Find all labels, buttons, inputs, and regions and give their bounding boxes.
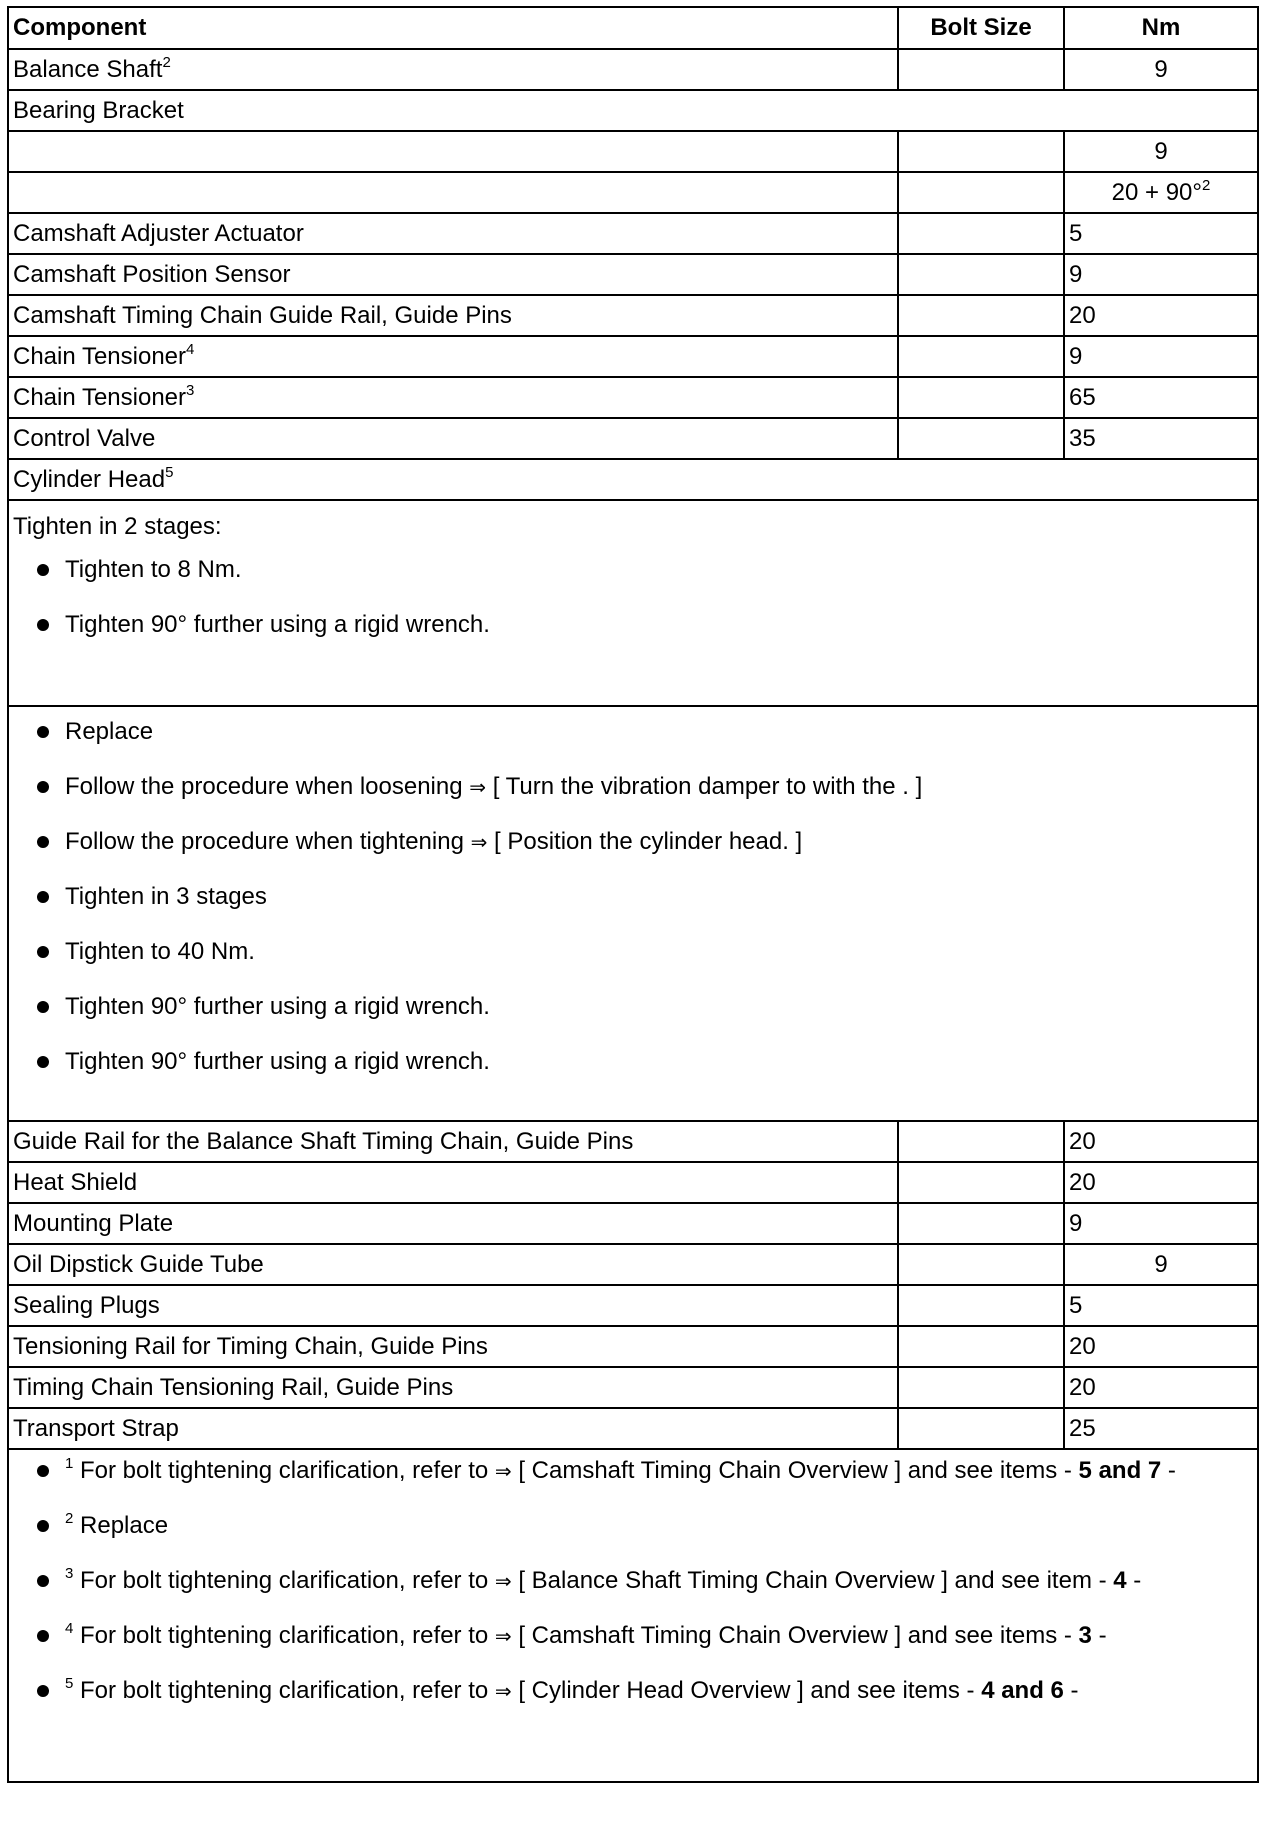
footnote-text: and see items - [901,1457,1079,1484]
arrow-right-icon: ⇒ [470,830,488,854]
list-item: Tighten in 3 stages [13,880,1253,935]
table-row [8,131,1258,172]
bolt-size-cell [898,1285,1064,1326]
table-row [8,1203,1258,1244]
footnote-item [13,1564,1253,1619]
arrow-right-icon: ⇒ [494,1679,512,1703]
stage-list [13,553,1253,663]
nm-cell: 9 [1064,1244,1258,1285]
component-name: Chain Tensioner [13,342,187,370]
table-header-row [8,7,1258,49]
bolt-size-cell [898,1326,1064,1367]
cross-reference-link[interactable]: [ Balance Shaft Timing Chain Overview ] [518,1567,948,1594]
header-component: Component [8,7,898,49]
bolt-size-cell [898,295,1064,336]
component-cell: Mounting Plate [8,1203,898,1244]
footnote-items-bold: 4 and 6 [981,1677,1064,1704]
component-cell [8,377,898,418]
nm-cell: 9 [1064,49,1258,90]
table-row [8,254,1258,295]
nm-cell: 20 [1064,1121,1258,1162]
component-name: Balance Shaft [13,55,163,83]
component-cell: Tensioning Rail for Timing Chain, Guide Pins [8,1326,898,1367]
torque-spec-table [7,6,1259,1783]
component-cell: Sealing Plugs [8,1285,898,1326]
list-item-text: Follow the procedure when tightening [65,828,471,855]
table-row [8,213,1258,254]
component-cell: Heat Shield [8,1162,898,1203]
nm-cell: 20 [1064,1162,1258,1203]
bolt-size-cell [898,1244,1064,1285]
bolt-size-cell [898,1162,1064,1203]
nm-cell: 9 [1064,1203,1258,1244]
footnote-item [13,1509,1253,1564]
footnote-ref: 2 [1202,176,1211,194]
footnote-number: 3 [65,1565,74,1582]
cross-reference-link[interactable]: [ Cylinder Head Overview ] [518,1677,804,1704]
component-group-cell [8,459,1258,500]
bolt-size-cell [898,1367,1064,1408]
cross-reference-link[interactable]: [ Position the cylinder head. ] [494,828,803,855]
table-row [8,1367,1258,1408]
nm-cell [1064,172,1258,213]
arrow-right-icon: ⇒ [469,775,487,799]
table-row [8,49,1258,90]
footnote-text: and see item - [947,1567,1114,1594]
list-item: Tighten 90° further using a rigid wrench. [13,608,1253,663]
cross-reference-link[interactable]: [ Camshaft Timing Chain Overview ] [518,1457,902,1484]
bolt-size-cell [898,49,1064,90]
bolt-size-cell [898,131,1064,172]
table-row [8,377,1258,418]
table-row [8,336,1258,377]
torque-spec-document [7,6,1257,1783]
footnote-items-bold: 3 [1078,1622,1092,1649]
footnote-text: For bolt tightening clarification, refer to [80,1622,495,1649]
footnote-text: Replace [80,1512,169,1539]
list-item: Tighten to 40 Nm. [13,935,1253,990]
footnote-item [13,1674,1253,1729]
nm-cell: 20 [1064,1326,1258,1367]
nm-cell: 25 [1064,1408,1258,1449]
table-row [8,706,1258,1121]
footnote-text: For bolt tightening clarification, refer to [80,1677,495,1704]
table-row [8,1408,1258,1449]
footnote-text: - [1126,1567,1142,1594]
table-row [8,1326,1258,1367]
component-name: Cylinder Head [13,465,166,493]
list-item: Tighten 90° further using a rigid wrench. [13,990,1253,1045]
footnote-ref: 5 [165,463,174,481]
stage-lead-text: Tighten in 2 stages: [13,513,222,540]
component-cell [8,49,898,90]
footnote-items-bold: 4 [1113,1567,1127,1594]
bolt-size-cell [898,1408,1064,1449]
list-item: Replace [13,715,1253,770]
footnote-number: 2 [65,1510,74,1527]
table-row [8,500,1258,706]
bolt-size-cell [898,213,1064,254]
footnote-number: 4 [65,1620,74,1637]
nm-cell: 20 [1064,1367,1258,1408]
arrow-right-icon: ⇒ [494,1624,512,1648]
nm-cell: 9 [1064,336,1258,377]
table-row [8,172,1258,213]
cross-reference-link[interactable]: [ Camshaft Timing Chain Overview ] [518,1622,902,1649]
component-cell: Camshaft Adjuster Actuator [8,213,898,254]
nm-cell: 5 [1064,213,1258,254]
component-cell: Oil Dipstick Guide Tube [8,1244,898,1285]
arrow-right-icon: ⇒ [494,1569,512,1593]
table-row [8,1162,1258,1203]
procedure-instructions-block [8,706,1258,1121]
nm-value: 20 + 90° [1111,178,1202,206]
nm-cell: 35 [1064,418,1258,459]
component-cell: Camshaft Timing Chain Guide Rail, Guide Pins [8,295,898,336]
footnote-ref: 3 [186,381,195,399]
footnote-text: and see items - [901,1622,1079,1649]
table-row [8,418,1258,459]
footnote-items-bold: 5 and 7 [1078,1457,1162,1484]
arrow-right-icon: ⇒ [494,1459,512,1483]
component-cell: Timing Chain Tensioning Rail, Guide Pins [8,1367,898,1408]
component-name: Chain Tensioner [13,383,187,411]
footnote-text: - [1161,1457,1176,1484]
table-row [8,459,1258,500]
nm-cell: 5 [1064,1285,1258,1326]
footnote-ref: 2 [162,53,171,71]
table-row [8,90,1258,131]
bolt-size-cell [898,418,1064,459]
list-item: Tighten to 8 Nm. [13,553,1253,608]
footnote-text: For bolt tightening clarification, refer to [80,1457,495,1484]
list-item [13,770,1253,825]
component-cell: Control Valve [8,418,898,459]
footnotes-cell [8,1449,1258,1782]
procedure-list [13,715,1253,1100]
bolt-size-cell [898,172,1064,213]
component-cell: Camshaft Position Sensor [8,254,898,295]
footnote-text: For bolt tightening clarification, refer to [80,1567,495,1594]
footnote-ref: 4 [186,340,195,358]
table-row [8,1285,1258,1326]
nm-cell: 20 [1064,295,1258,336]
footnotes-list [13,1454,1253,1729]
header-bolt-size: Bolt Size [898,7,1064,49]
footnotes-row [8,1449,1258,1782]
component-cell: Transport Strap [8,1408,898,1449]
list-item-text: Follow the procedure when loosening [65,773,470,800]
bolt-size-cell [898,1203,1064,1244]
nm-cell: 9 [1064,131,1258,172]
footnote-number: 5 [65,1675,74,1692]
bolt-size-cell [898,1121,1064,1162]
header-nm: Nm [1064,7,1258,49]
bolt-size-cell [898,336,1064,377]
table-row [8,1244,1258,1285]
table-row [8,1121,1258,1162]
component-cell [8,172,898,213]
footnote-text: - [1063,1677,1079,1704]
footnote-text: - [1091,1622,1107,1649]
list-item: Tighten 90° further using a rigid wrench. [13,1045,1253,1100]
component-cell [8,336,898,377]
footnote-item [13,1619,1253,1674]
nm-cell: 9 [1064,254,1258,295]
bolt-size-cell [898,377,1064,418]
footnote-number: 1 [65,1455,74,1472]
table-row [8,295,1258,336]
component-group-cell: Bearing Bracket [8,90,1258,131]
stage-instructions-block [8,500,1258,706]
component-cell: Guide Rail for the Balance Shaft Timing Chain, Guide Pins [8,1121,898,1162]
list-item [13,825,1253,880]
nm-cell: 65 [1064,377,1258,418]
cross-reference-link[interactable]: [ Turn the vibration damper to with the . ] [492,773,923,800]
footnote-text: and see items - [803,1677,982,1704]
component-cell [8,131,898,172]
footnote-item [13,1454,1253,1509]
bolt-size-cell [898,254,1064,295]
